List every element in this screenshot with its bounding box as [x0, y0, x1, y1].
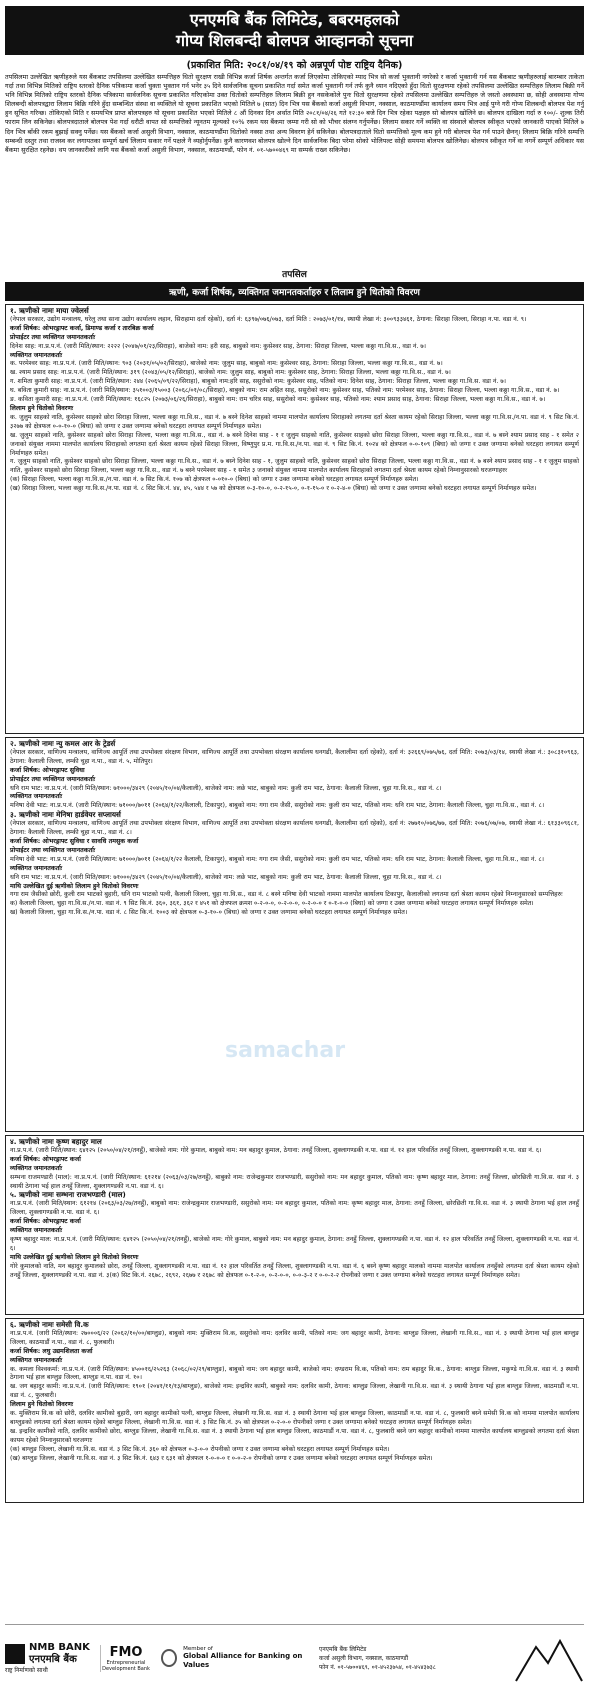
collateral-item: (क) सिराहा जिल्ला, भल्ला कठ्ठा गा.वि.स./न.पा. वडा नं. ७ सिट कि.नं. १०७ को क्षेत्रफल ०-०१०-० (बिघा) को जग्गा र उक्त जग्गामा बनेको घरटहरा लगायत सम्पूर्ण निर्माणहरु समेत। — [10, 476, 419, 484]
collateral-heading: माथि उल्लेखित दुई ऋणीको लिलाम हुने धितोको विवरणः — [10, 882, 139, 890]
borrower-title: ६. ऋणीको नामः समेसी वि.क — [10, 1320, 89, 1329]
footer-dept: कर्जा असुली विभाग, नक्साल, काठमाण्डौं — [319, 1654, 409, 1662]
guarantor-item: ख. जग बहादुर कामी: ना.प्र.प.नं. (जारी मिति/स्थान: १९०१ (२०४१/११/१३/बाग्लुङ), बाजेको नाम: इन्द्रविर कामी, बाबुको नाम: दलविर कामी, ठेगाना: बाग्लुङ जिल्ला, लेखानी गा.वि.स. वडा नं. ३ स्थायी ठेगाना भई हाल बाग्लुङ जिल्ला, काठमाडौं न.पा. वडा नं. ८, फुलबारी। — [10, 1383, 579, 1400]
guarantor-heading: व्यक्तिगत जमानतकर्ताः — [10, 1227, 63, 1235]
guarantor-item: ख. श्याम प्रसाद साह: ना.प्र.प.नं. (जारी मिति/स्थान: ३१९ (२०४३/०५/१२/सिराहा), बाजेको नाम: जुलुम साह, बाबुको नाम: कुसेश्वर साह, ठेगाना: सिराहा जिल्ला, भल्ला कठ्ठा गा.वि.स., वडा नं. ७। — [10, 369, 451, 377]
nmb-mark-icon — [5, 1644, 25, 1664]
loan-type: कर्जा शिर्षक: लघु उद्यमशिलता कर्जा — [10, 1347, 93, 1355]
borrower-block-1 — [5, 304, 584, 734]
collateral-item: ख. जुलुम साहको नाति, कुसेश्वर साहको छोरा सिराहा जिल्ला, भल्ला कठ्ठा गा.वि.स., वडा नं. ७ बस्ने दिनेश साह - १ र जुलुम साहको नाति, कुसेश्वर साहको छोरा सिराहा जिल्ला, भल्ला कठ्ठा गा.वि.स., वडा नं. ७ बस्ने श्याम प्रसाद साह - १ समेत २ जनाको संयुक्त नाममा मालपोत कार्यालय सिराहाको लगतमा दर्ता श्रेस्ता कायम रहेको सिराहा जिल्ला, विष्णुपुर प्र.म. गा.वि.स./न.पा. वडा नं. ९ सिट कि.नं. १०२४ को क्षेत्रफल ०-०-१०९ (बिघा) को जग्गा र उक्त जग्गामा बनेको घरटहरा लगायत सम्पूर्ण निर्माणहरु समेत। — [10, 431, 579, 457]
owner-details: मनिषा देवी भाट: ना.प्र.प.नं. (जारी मिति/स्थान: ७१०००/७०११ (२०६४/१/२२ कैलाली, टिकापुर), बाबुको नाम: गगा राम जैसी, ससुरोको नाम: कुली राम भाट, पतिको नाम: धनि राम भाट, ठेगाना: कैलाली जिल्ला, चुहा गा.वि.स., वडा नं. ८। — [10, 855, 544, 863]
guarantor-heading: व्यक्तिगत जमानतकर्ताः — [10, 864, 63, 872]
nmb-logo — [5, 1642, 100, 1674]
owner-details: दिनेश साह: ना.प्र.प.नं. (जारी मिति/स्थान: २२२२ (२०४७/०१/२३/सिराहा), बाजेको नाम: हरी साह, बाबुको नाम: कुसेश्वर साह, ठेगाना: सिराहा जिल्ला, भल्ला कठ्ठा गा.वि.स., वडा नं. ७। — [10, 342, 427, 350]
bank-name-np: एनएमबि बैंक — [29, 1654, 77, 1665]
owner-details: सम्भना राजमण्डारी (माल): ना.प्र.प.नं. (जारी मिति/स्थान: ६१२१४ (२०६३/०३/२७/तनहुँ), बाबुको नाम: राजेन्द्रकुमार राजभण्डारी, ससुरोको नाम: मन बहादुर कुमाल, पतिको नाम: कृष्ण बहादुर माल, ठेगाना: तनहुँ जिल्ला, छोरछिती गा.वि.स. वडा नं. ३ स्थायी ठेगाना भई हाल तनहुँ जिल्ला, शुक्लागण्डकी न.पा. वडा नं. ६। — [10, 1173, 579, 1190]
collateral-item: क. मुक्तिराम वि.क को छोरी, दलविर कामीको बुहारी, जग बहादुर कामीको पत्नी, बाग्लुङ जिल्ला, लेखानी गा.वि.स. वडा नं. ३ स्थायी ठेगाना भई हाल बाग्लुङ जिल्ला, काठमाडौं न.पा. वडा नं. ८, फुलबारी बस्ने समेसी वि.क को नाममा मालपोत कार्यालय बाग्लुङको लगतमा दर्ता श्रेस्ता कायम रहेको बाग्लुङ जिल्ला, लेखानी गा.वि.स. वडा नं. ३ सिट कि.नं. ३५ को क्षेत्रफल ०-२-०-० रोपनीको जग्गा र उक्त जग्गामा बनेको घरटहरा लगायत सम्पूर्ण निर्माणहरु समेत। — [10, 1410, 579, 1426]
collateral-item: ख) कैलाली जिल्ला, चुहा गा.वि.स./न.पा. वडा नं. ८ सिट कि.नं. १००३ को क्षेत्रफल ०-३-१०-० (बिघा) को जग्गा र उक्त जग्गामा बनेको घरटहरा लगायत सम्पूर्ण निर्माणहरु समेत। — [10, 909, 408, 917]
gabv-logo — [151, 1646, 311, 1670]
loan-type: कर्जा शिर्षक: ओभरड्राफ्ट कर्जा — [10, 1155, 81, 1163]
notice-header — [5, 6, 584, 55]
header-line-2: गोप्य शिलबन्दी बोलपत्र आव्हानको सूचना — [175, 31, 414, 50]
section-header: ऋणी, कर्जा शिर्षक, व्यक्तिगत जमानतकर्ताहरु र लिलाम हुने धितोको विवरण — [5, 282, 584, 301]
guarantor-item: धनि राम भाट: ना.प्र.प.नं. (जारी मिति/स्थान: ७१०००/३४२९ (२०४५/१०/०४/कैलाली), बाजेको नाम: लछे भाट, बाबुको नाम: कुली राम भाट, ठेगाना: कैलाली जिल्ला, चुहा गा.वि.स., वडा नं. ८। — [10, 873, 442, 881]
owner-heading: प्रोपाईटर तथा व्यक्तिगत जमानतकर्ताः — [10, 846, 96, 854]
borrower-body: ना.प्र.प.नं. (जारी मिति/स्थान: ६४१२५ (२०५०/०४/२१/तनहुँ), बाजेको नाम: गोरे कुमाल, बाबुको नाम: मन बहादुर कुमाल, ठेगाना: तनहुँ जिल्ला, शुक्लागण्डकी न.पा. वडा नं. १२ हाल परिवर्तित तनहुँ जिल्ला, शुक्लागण्डकी न.पा. वडा नं. ६। — [10, 1146, 542, 1154]
loan-type: कर्जा शिर्षक: ओभरड्राफ्ट सुविधा — [10, 766, 85, 774]
fmo-text: FMO — [109, 1644, 143, 1660]
loan-type: कर्जा शिर्षक: ओभरड्राफ्ट सुविधा र सावधि तमसुक कर्जा — [10, 837, 139, 845]
owner-heading: प्रोपाईटर तथा व्यक्तिगत जमानतकर्ताः — [10, 333, 96, 341]
footer-address — [311, 1645, 514, 1672]
collateral-item: (क) बाग्लुङ जिल्ला, लेखानी गा.वि.स. वडा नं. ३ सिट कि.नं. ३६० को क्षेत्रफल ०-३-०-० रोपनीको जग्गा र उक्त जग्गामा बनेको घरटहरा लगायत सम्पूर्ण निर्माणहरु समेत। — [10, 1445, 390, 1453]
gabv-icon — [161, 1649, 177, 1667]
watermark: samachar — [225, 1038, 346, 1063]
borrower-body: ना.प्र.प.नं. (जारी मिति/स्थान: २७०००६/२२ (२०६२/१०/००/बाग्लुङ), बाबुको नाम: मुक्तिराम वि.क, ससुरोको नाम: दलविर कामी, पतिको नाम: जग बहादुर कामी, ठेगाना: बाग्लुङ जिल्ला, लेखानी गा.वि.स., वडा नं. ३ स्थायी ठेगाना भई हाल बाग्लुङ जिल्ला, काठमाडौं न.पा., वडा नं. ८, फुलबारी। — [10, 1329, 579, 1346]
footer — [5, 1624, 584, 1691]
fmo-logo — [100, 1645, 151, 1672]
guarantor-item: मनिषा देवी भाट: ना.प्र.प.नं. (जारी मिति/स्थान: ७१०००/७०११ (२०६४/१/२२/कैलाली, टिकापुर), बाबुको नाम: गगा राम जैसी, ससुरोको नाम: कुली राम भाट, पतिको नाम: धनि राम भाट, ठेगाना: कैलाली जिल्ला, चुहा गा.वि.स., वडा नं. ८। — [10, 802, 545, 810]
collateral-heading: लिलाम हुने धितोको विवरणः — [10, 1401, 74, 1409]
collateral-heading: लिलाम हुने धितोको विवरणः — [10, 404, 74, 412]
guarantor-item: कृष्ण बहादुर माल: ना.प्र.प.नं. (जारी मिति/स्थान: ६४१२५ (२०५०/०४/२१/तनहुँ), बाजेको नाम: गोरे कुमाल, बाबुको नाम: मन बहादुर कुमाल, ठेगाना: तनहुँ जिल्ला, शुक्लागण्डकी न.पा. वडा नं. १२ हाल परिवर्तित तनहुँ जिल्ला, शुक्लागण्डकी न.पा. वडा नं. ६। — [10, 1235, 579, 1252]
collateral-item: गगा राम जैसीको छोरी, कुली राम भाटको बुहारी, धनि राम भाटको पत्नी, कैलाली जिल्ला, चुहा गा.वि.स., वडा नं. ८ बस्ने मनिषा देवी भाटको नाममा मालपोत कार्यालय टिकापुर, कैलालीको लगतमा दर्ता श्रेस्ता कायम रहेको निम्नानुसारको सम्पत्तिहरुः — [10, 891, 563, 899]
collateral-heading: माथि उल्लेखित दुई ऋणीको लिलाम हुने धितोको विवरणः — [10, 1253, 139, 1261]
member-of: Member of — [183, 1646, 213, 1652]
publication-date: (प्रकाशित मिति: २०८१/०४/१९ को अन्नपूर्ण पोष्ट राष्ट्रिय दैनिक) — [186, 60, 403, 71]
borrower-title: ४. ऋणीको नामः कृष्ण बहादुर माल — [10, 1137, 102, 1146]
borrower-block-3 — [5, 1135, 584, 1315]
borrower-block-2 — [5, 737, 584, 1132]
collateral-item: क) कैलाली जिल्ला, चुहा गा.वि.स./न.पा. वडा नं. ९ सिट कि.नं. ३६०, ३६१, ३६२ र ४५१ को क्षेत्रफल क्रमश ०-२-०-०, ०-२-०-०, ०-२-०-० र ०-१-०-० (बिघा) को जग्गा र उक्त जग्गामा बनेको घरटहरा लगायत सम्पूर्ण निर्माणहरु समेत। — [10, 900, 534, 908]
owner-heading: व्यक्तिगत जमानतकर्ताः — [10, 1164, 63, 1172]
gabv-name: Global Alliance for Banking on Values — [183, 1652, 303, 1669]
borrower-title: ५. ऋणीको नामः सम्भना राजभण्डारी (माल) — [10, 1190, 126, 1200]
collateral-item: गोरे कुमालको नाति, मन बहादुर कुमालको छोरा, तनहुँ जिल्ला, शुक्लागण्डकी न.पा. वडा नं. १२ हाल परिवर्तित तनहुँ जिल्ला, शुक्लागण्डकी न.पा. वडा नं. ६ बस्ने कृष्ण बहादुर मालको नाममा मालपोत कार्यालय तनहुँको लगतमा दर्ता श्रेस्ता कायम रहेको तनहुँ जिल्ला, शुक्लागण्डकी न.पा. वडा नं. ३(क) सिट कि.नं. २६७८, २६९२, २६७७ र २६७८ को क्षेत्रफल ०-१-२-०, ०-२-०-०, ०-०-३-२ र ०-०-२-२ रोपनीको जग्गा र उक्त जग्गामा बनेको घरटहरा लगायत सम्पूर्ण निर्माणहरु समेत। — [10, 1262, 579, 1279]
borrower-body: ना.प्र.प.नं. (जारी मिति/स्थान: ६१२१४ (२०६३/०३/२७/तनहुँ), बाबुको नाम: राजेन्द्रकुमार राजभण्डारी, ससुरोको नाम: मन बहादुर कुमाल, पतिको नाम: कृष्ण बहादुर माल, ठेगाना: तनहुँ जिल्ला, छोरछिती गा.वि.स. वडा नं. ३ स्थायी ठेगाना भई हाल तनहुँ जिल्ला, शुक्लागण्डकी न.पा. वडा नं. ६। — [10, 1200, 579, 1217]
footer-bank-name: एनएमबि बैंक लिमिटेड — [319, 1645, 367, 1653]
borrower-body: (नेपाल सरकार, उद्योग मन्त्रालय, घरेलु तथा साना उद्योग कार्यालय लहान, सिराहामा दर्ता रहेको), दर्ता नं: ६३९७/०७६/०७३, दर्ता मिति : २०७३/०१/१४, स्थायी लेखा नं: ३००९३३४६१, ठेगाना: सिराहा जिल्ला, सिराहा न.पा. वडा नं. ९। — [10, 315, 527, 323]
guarantor-item: घ. बविता कुमारी साह: ना.प्र.प.नं. (जारी मिति/स्थान: ३५१००३/१५००३ (२०६८/०१/०८/सिराहा), बाबुको नाम: राम अहित साह, ससुरोको नाम: कुसेश्वर साह, पतिको नाम: परमेश्वर साह, ठेगाना: सिराहा जिल्ला, भल्ला कठ्ठा गा.वि.स., वडा नं. ७। — [10, 387, 560, 395]
collateral-item: क. जुलुम साहको नाति, कुसेश्वर साहको छोरा सिराहा जिल्ला, भल्ला कठ्ठा गा.वि.स., वडा नं. ७ बस्ने दिनेश साहको नाममा मालपोत कार्यालय सिराहाको लगतमा दर्ता श्रेस्ता कायम रहेको सिराहा जिल्ला, भल्ला कठ्ठा गा.वि.स./न.पा. वडा नं. ९ सिट कि.नं. ३२७७ को क्षेत्रफल ०-०-१०-० (बिघा) को जग्गा र उक्त जग्गामा बनेको घरटहरा लगायत सम्पूर्ण निर्माणहरु समेत। — [10, 413, 579, 430]
borrower-body: (नेपाल सरकार, वाणिज्य मन्त्रालय, वाणिज्य आपूर्ति तथा उपभोक्ता संरक्षण विभाग, वाणिज्य आपूर्ति तथा उपभोक्ता संरक्षण कार्यालय धनगढी, कैलालीमा दर्ता रहेको), दर्ता नं: ३२६६९/०७५/७६, दर्ता मिति: २०७३/०३/१४, स्थायी लेखा नं.: ३०८३१०९६३, ठेगाना: कैलाली जिल्ला, लम्की चुहा न.पा., वडा नं. ५, मोतिपुर। — [10, 748, 579, 765]
loan-type: कर्जा शिर्षक: ओभरड्राफ्ट कर्जा — [10, 1218, 81, 1226]
footer-phone: फोन नं. ०१-५७००४६९, ०१-४५२३७५४, ०१-४५४३७३८ — [319, 1663, 436, 1671]
guarantor-item: क. कमला विश्वकर्मा: ना.प्र.प.नं. (जारी मिति/स्थान: ४५००१६/२५२६३ (२०६८/०२/२९/बाग्लुङ), बाबुको नाम: जग बहादुर कामी, बाजेको नाम: दण्डराम वि.क, पतिको नाम: राम बहादुर वि.क., ठेगाना: बाग्लुङ जिल्ला, मकुण्डे गा.वि.स. वडा नं. ३ स्थायी ठेगाना भई हाल बाग्लुङ जिल्ला, बाग्लुङ न.पा. वडा नं. १०। — [10, 1365, 579, 1382]
bank-name-en: NMB BANK — [29, 1642, 90, 1653]
guarantor-heading: व्यक्तिगत जमानतकर्ताः — [10, 1356, 63, 1364]
collateral-item: (ख) सिराहा जिल्ला, भल्ला कठ्ठा गा.वि.स./न.पा. वडा नं. ८ सिट कि.नं. ४४, ४५, ५४४ र ५७ को क्षेत्रफल ०-३-१०-०, ०-२-१५-०, ०-१-१५-० र ०-२-४-० (बिघा) को जग्गा र उक्त जग्गामा बनेको घरटहरा लगायत सम्पूर्ण निर्माणहरु समेत। — [10, 485, 537, 493]
page — [0, 6, 589, 1696]
guarantor-item: ङ. कविता कुमारी साह: ना.प्र.प.नं. (जारी मिति/स्थान: १६८२५ (२०७३/०६/२६/सिराहा), बाबुको नाम: राम चरित्र साह, ससुरोको नाम: कुसेश्वर साह, पतिको नाम: श्याम प्रसाद साह, ठेगाना: सिराहा जिल्ला, भल्ला कठ्ठा गा.वि.स., वडा नं. ७। — [10, 396, 546, 404]
fmo-subtext: Entrepreneurial Development Bank — [102, 1659, 150, 1672]
borrower-title: ३. ऋणीको नामः मेनिषा हार्डवेयर सप्लायर्स — [10, 810, 121, 820]
collateral-item: (ख) बाग्लुङ जिल्ला, लेखानी गा.वि.स. वडा नं. ३ सिट कि.नं. ६४३ र ६३१ को क्षेत्रफल १-०-०-० र ०-०-२-० रोपनीको जग्गा र उक्त जग्गामा बनेको घरटहरा लगायत सम्पूर्ण निर्माणहरु समेत। — [10, 1454, 433, 1462]
guarantor-heading: व्यक्तिगत जमानतकर्ताः — [10, 351, 63, 359]
tapsil-heading: तपसिल — [282, 270, 307, 280]
borrower-title: १. ऋणीको नामः माया ज्वेलर्स — [10, 306, 89, 315]
guarantor-heading: व्यक्तिगत जमानतकर्ताः — [10, 793, 63, 801]
mountain-icon — [514, 1633, 584, 1683]
borrower-title: २. ऋणीको नामः न्यु कमल आर के ट्रेडर्स — [10, 739, 116, 748]
guarantor-item: ग. शमिता कुमारी साह: ना.प्र.प.नं. (जारी मिति/स्थान: २४४ (२०६५/०९/२२/सिराहा), बाबुको नाम:हरि साह, ससुरोको नाम: कुसेश्वर साह, पतिको नाम: दिनेश साह, ठेगाना: सिराहा जिल्ला, भल्ला कठ्ठा गा.वि.स. वडा नं. ७। — [10, 378, 507, 386]
collateral-item: ख. इन्द्रविर कामीको नाति, दलविर कामीको छोरा, बाग्लुङ जिल्ला, लेखानी गा.वि.स. वडा नं. ३ स्थायी ठेगाना भई हाल बाग्लुङ जिल्ला, काठमाडौं न.पा. वडा नं. ८, फुलबारी बस्ने जग बहादुर कामीको नाममा मालपोत कार्यालय बाग्लुङको लगतमा दर्ता श्रेस्ता कायम रहेको निम्नानुसारको घरजग्गाः — [10, 1427, 579, 1444]
borrower-body: (नेपाल सरकार, वाणिज्य मन्त्रालय, वाणिज्य आपूर्ति तथा उपभोक्ता संरक्षण विभाग, वाणिज्य आपूर्ति तथा उपभोक्ता संरक्षण कार्यालय धनगढी, कैलालीमा दर्ता रहेको), दर्ता नं: २७७१०/०७६/७७, दर्ता मिति: २०७६/०७/०७, स्थायी लेखा नं.: ६१३३०९६८१, ठेगाना: कैलाली जिल्ला, लम्की चुहा न.पा., वडा नं. ८। — [10, 820, 579, 837]
loan-type: कर्जा शिर्षक: ओभरड्राफ्ट कर्जा, डिमाण्ड कर्जा र तारबिक्र कर्जा — [10, 324, 154, 332]
owner-heading: प्रोपाईटर तथा व्यक्तिगत जमानतकर्ताः — [10, 775, 96, 783]
owner-details: धनि राम भाट: ना.प्र.प.नं. (जारी मिति/स्थान: ७१०००/३४२९ (२०४५/१०/०४/कैलाली), बाजेको नाम: लछे भाट, बाबुको नाम: कुली राम भाट, ठेगाना: कैलाली जिल्ला, चुहा गा.वि.स., वडा नं. ८। — [10, 784, 442, 792]
header-line-1: एनएमबि बैंक लिमिटेड, बबरमहलको — [189, 10, 400, 29]
collateral-item: ग. जुलुम साहको नाति, कुसेश्वर साहको छोरा सिराहा जिल्ला, भल्ला कठ्ठा गा.वि.स., वडा नं. ७ बस्ने दिनेश साह - १, जुलुम साहको नाति, कुसेश्वर साहको छोरा सिराहा जिल्ला, भल्ला कठ्ठा गा.वि.स., वडा नं. ७ बस्ने श्याम प्रसाद साह - १ र जुलुम साहको नाति, कुसेश्वर साहको छोरा सिराहा जिल्ला, भल्ला कठ्ठा गा.वि.स., वडा नं. ७ बस्ने परमेश्वर साह - १ समेत ३ जनाको संयुक्त नाममा मालपोत कार्यालय सिराहाको लगतमा दर्ता श्रेस्ता कायम रहेको निम्नानुसारको घरजग्गाहरुः — [10, 458, 579, 475]
guarantor-item: क. परमेश्वर साह: ना.प्र.प.नं. (जारी मिति/स्थान: ९०३ (२०३१/०५/०२/सिराहा), बाजेको नाम: जुलुम साह, बाबुको नाम: कुसेश्वर साह, ठेगाना: सिराहा जिल्ला, भल्ला कठ्ठा गा.वि.स., वडा नं. ७। — [10, 360, 443, 368]
borrower-block-4 — [5, 1318, 584, 1503]
intro-paragraph: तपसिलमा उल्लेखित ऋणीहरुले यस बैंकबाट तपसिलमा उल्लेखित सम्पत्तिहरु धितो सुरक्षण राखी विभिन्न कर्जा शिर्षक अन्तर्गत कर्जा लिएकोमा तोकिएको म्याद भित्र सो कर्जा भुक्तानी नगरेको र कर्जा भुक्तानी गर्न यस बैंकबाट ऋणीहरुलाई बारम्बार ताकेता गर्दा तथा विभिन्न मितिको राष्ट्रिय स्तरको दैनिक पत्रिकामा कर्जा चुक्ता भुक्तान गर्न भनेर ३५ दिने सार्वजनिक सूचना प्रकाशित गर्दा समेत कर्जा भुक्तानी गर्न तर्फ कुनै ध्यान नदिएको हुँदा धितो सुरक्षणमा रहेको तपसिलमा उल्लेखित सम्पत्तिहरु लिलाम बिक्री गर्ने भनि विभिन्न मितिको राष्ट्रिय स्तरको दैनिक पत्रिकामा सार्वजनिक सूचना प्रकाशित गरिएकोमा उक्त धितोको सम्पत्तिहरु लिलाम बिक्री हुन नसकेकोले पुनः धितो सुरक्षणमा रहेको तपसिलमा उल्लेखित सम्पत्तिहरु जे जस्तो अवस्थामा छ, सोही अवस्थामा गोप्य शिलबन्दी बोलपत्रद्वारा लिलाम बिक्रि गरिने हुँदा सम्बन्धित संस्था वा व्यक्तिले यो सूचना प्रकाशित भएको मितिले ७ (सात) दिन भित्र यस बैंकको कर्जा असुली विभाग, नक्साल, काठमाण्डौंमा कार्यालय समय भित्र आई पुग्ने गरी गोप्य शिलबन्दी बोलपत्र पेश गर्नु हुन सूचित गरिन्छ। तोकिएको मिति र समयभित्र प्राप्त बोलपत्रहरु यो सूचना प्रकाशित भएको मितिले ८ औं दिनका दिन अर्थात मिति २०८१/०४/२६ गते १२:३० बजे दिन भित्र रहेका पक्षहरु सो बोलपत्र खोलिने छ। बोलपत्र दाखिला गर्दा रु १००/- शुल्क तिरी फाराम लिन सकिनेछ। बोलपत्रदाताले बोलपत्र पेश गर्दा धरौटी वापत सो सम्पत्तिको न्यूनतम मूल्यको १०% रकम यस बैंकमा जम्मा गरी सो को भौचर संलग्न गर्नुपर्नेछ। लिलाम सकार गर्ने व्यक्ति वा संस्थाले बोलपत्र स्वीकृत भएको जानकारी पाएको मितिले ७ दिन भित्र बाँकी रकम बुझाई सक्नु पर्नेछ। यस बैंकको कर्जा असुली विभाग, नक्साल, काठमाण्डौंमा धितोको नक्सा तथा अन्य विवरण हेर्न सकिनेछ। बोलपत्रदाताले धितो सम्पत्तिको मूल्य कम हुने गरी बोलपत्र पेश गर्न पाउने छैनन्। लिलाम बिक्रि गरिने सम्पत्ति सम्बन्धी दस्तुर तथा राजस्व कर लगायतका सम्पूर्ण खर्च लिलाम सकार गर्ने पक्षले नै व्यहोर्नुपर्नेछ। कुनै कारणवश बोलपत्र खोल्ने दिन सार्वजनिक बिदा परेमा सोको भोलिपल्ट सोही समयमा बोलपत्र खोलिनेछ। बोलपत्र स्वीकृत गर्ने वा नगर्ने सम्पूर्ण अधिकार यस बैंकमा सुरक्षित रहनेछ। थप जानकारीको लागि यस बैंकको कर्जा असुली विभाग, नक्साल, काठमाण्डौं, फोन नं. ०१-५७००४६९ मा सम्पर्क राख्न सकिनेछ। — [5, 73, 584, 154]
bank-tagline: राष्ट्र निर्माणको साथी — [5, 1667, 48, 1674]
